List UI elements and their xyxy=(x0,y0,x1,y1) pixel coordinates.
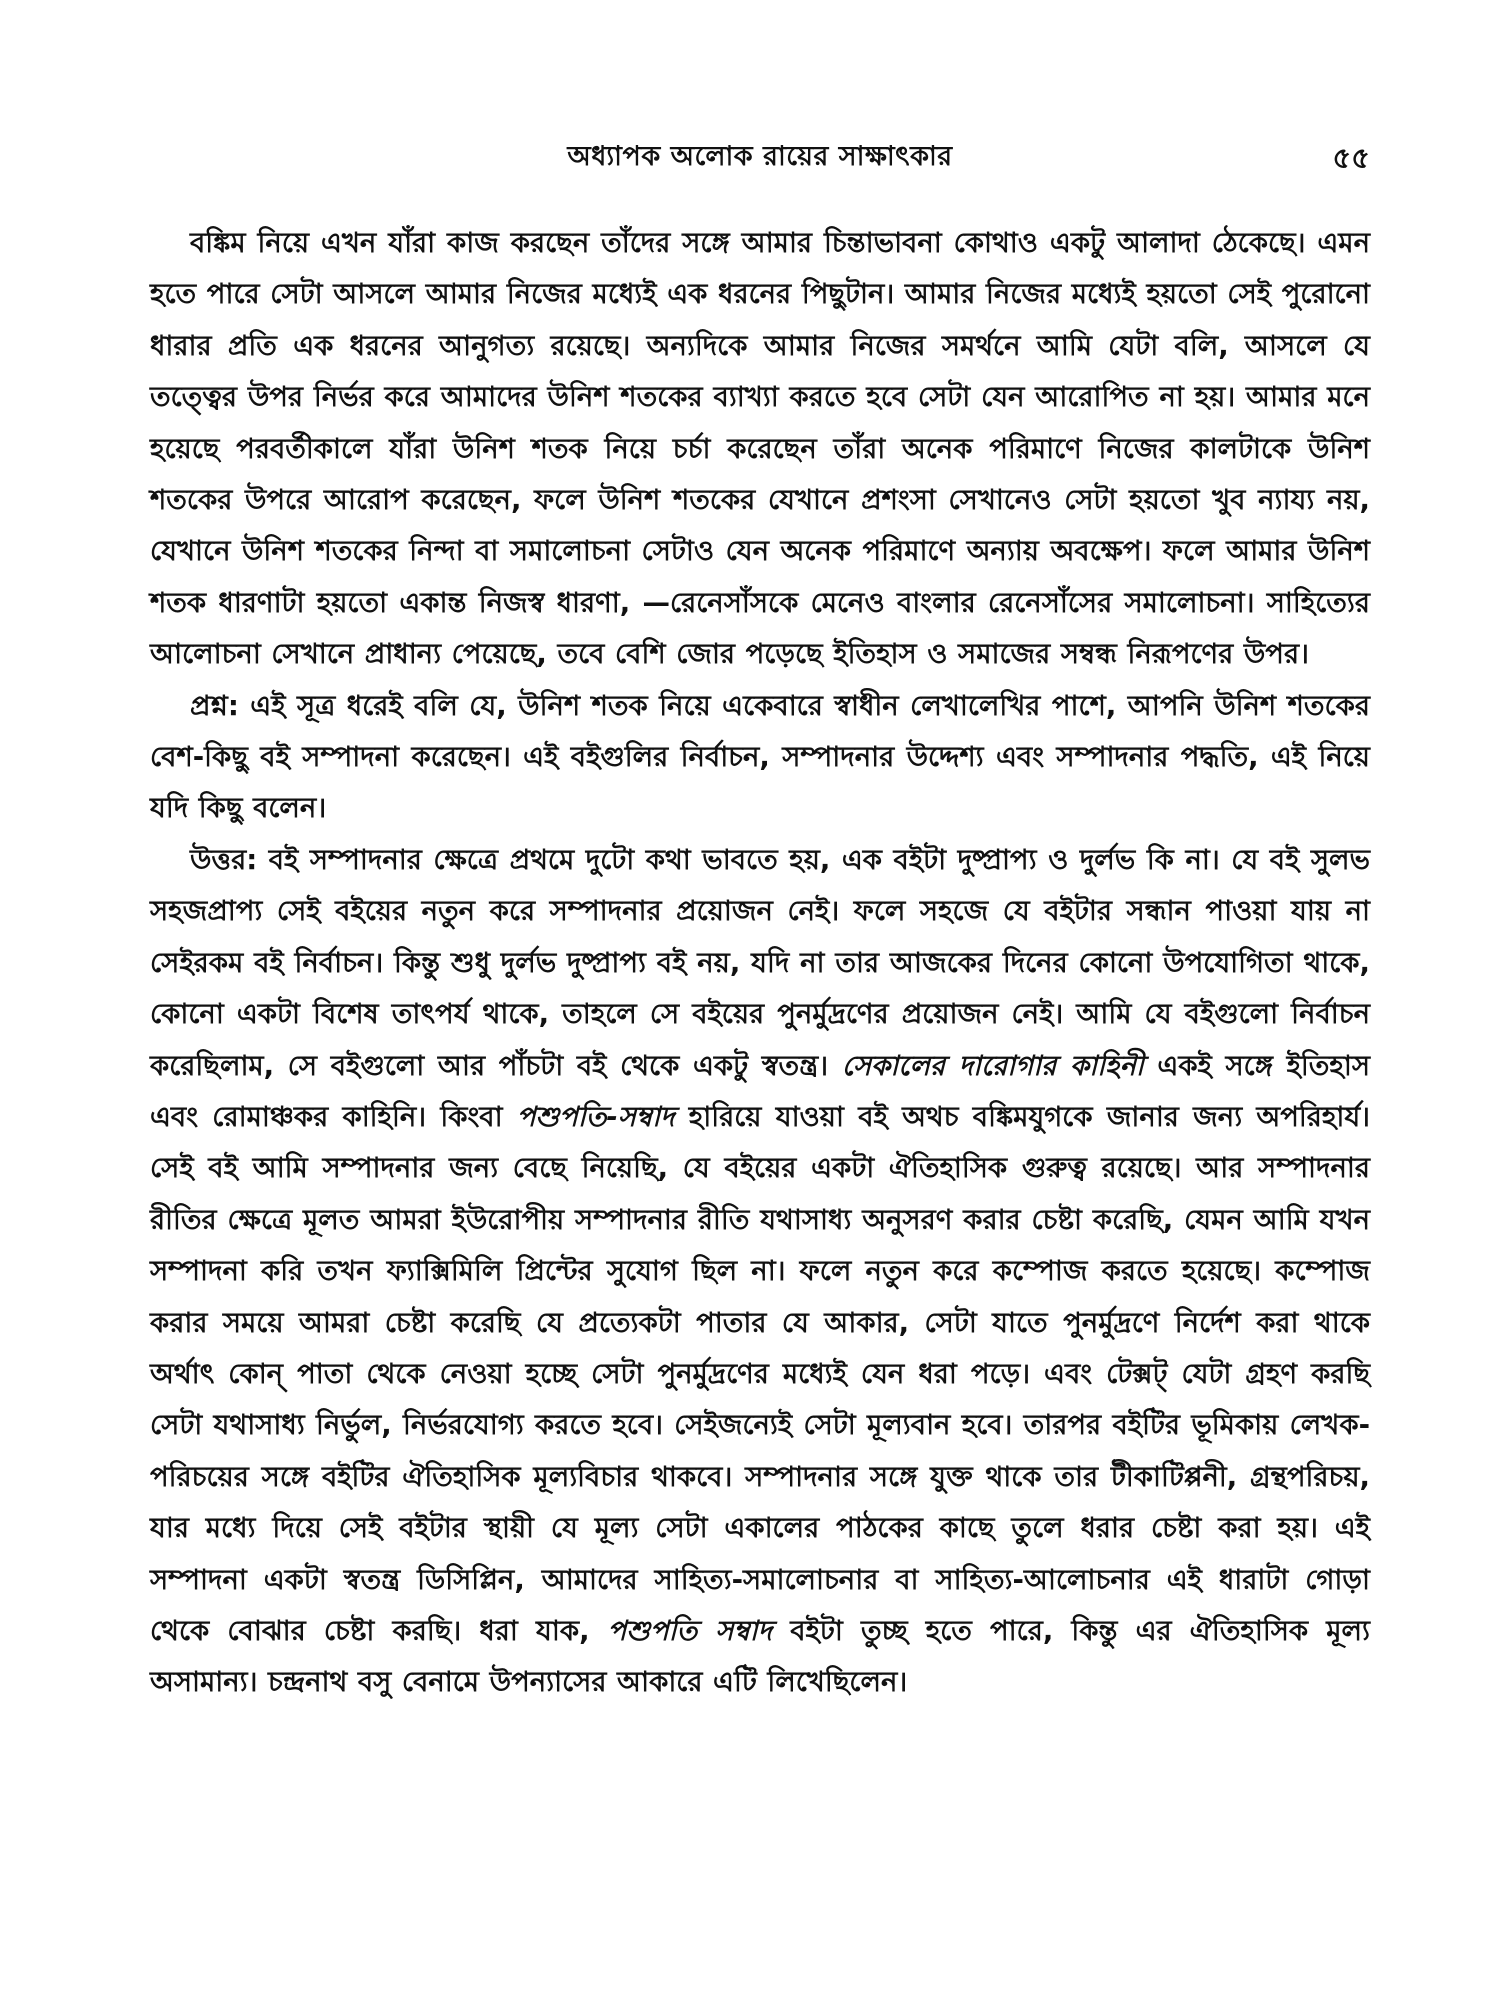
paragraph-text: বঙ্কিম নিয়ে এখন যাঁরা কাজ করছেন তাঁদের সঙ্গে আমার চিন্তাভাবনা কোথাও একটু আলাদা ঠেকেছে। এমন হতে পারে সেটা আসলে আমার নিজের মধ্যেই এক ধরনের পিছুটান। আমার নিজের মধ্যেই হয়তো সেই পুরোনো ধারার প্রতি এক ধরনের আনুগত্য রয়েছে। অন্যদিকে আমার নিজের সমর্থনে আমি যেটা বলি, আসলে যে তত্ত্বের উপর নির্ভর করে আমাদের উনিশ শতকের ব্যাখ্যা করতে হবে সেটা যেন আরোপিত না হয়। আমার মনে হয়েছে পরবর্তীকালে যাঁরা উনিশ শতক নিয়ে চর্চা করেছেন তাঁরা অনেক পরিমাণে নিজের কালটাকে উনিশ শতকের উপরে আরোপ করেছেন, ফলে উনিশ শতকের যেখানে প্রশংসা সেখানেও সেটা হয়তো খুব ন্যায্য নয়, যেখানে উনিশ শতকের নিন্দা বা সমালোচনা সেটাও যেন অনেক পরিমাণে অন্যায় অবক্ষেপ। ফলে আমার উনিশ শতক ধারণাটা হয়তো একান্ত নিজস্ব ধারণা, —রেনেসাঁসকে মেনেও বাংলার রেনেসাঁসের সমালোচনা। সাহিত্যের আলোচনা সেখানে প্রাধান্য পেয়েছে, তবে বেশি জোর পড়েছে ইতিহাস ও সমাজের সম্বন্ধ নিরূপণের উপর। xyxy=(150,227,1370,671)
answer-text: একই সঙ্গে ইতিহাস এবং রোমাঞ্চকর কাহিনি। কিংবা xyxy=(150,1049,1370,1133)
running-header-title: অধ্যাপক অলোক রায়ের সাক্ষাৎকার xyxy=(567,141,953,172)
paragraph-1 xyxy=(150,218,1370,681)
answer-text: হারিয়ে যাওয়া বই অথচ বঙ্কিমযুগকে জানার জন্য অপরিহার্য। সেই বই আমি সম্পাদনার জন্য বেছে নিয়েছি, যে বইয়ের একটা ঐতিহাসিক গুরুত্ব রয়েছে। আর সম্পাদনার রীতির ক্ষেত্রে মূলত আমরা ইউরোপীয় সম্পাদনার রীতি যথাসাধ্য অনুসরণ করার চেষ্টা করেছি, যেমন আমি যখন সম্পাদনা করি তখন ফ্যাক্সিমিলি প্রিন্টের সুযোগ ছিল না। ফলে নতুন করে কম্পোজ করতে হয়েছে। কম্পোজ করার সময়ে আমরা চেষ্টা করেছি যে প্রত্যেকটা পাতার যে আকার, সেটা যাতে পুনর্মুদ্রণে নির্দেশ করা থাকে অর্থাৎ কোন্ পাতা থেকে নেওয়া হচ্ছে সেটা পুনর্মুদ্রণের মধ্যেই যেন ধরা পড়ে। এবং টেক্সট্ যেটা গ্রহণ করছি সেটা যথাসাধ্য নির্ভুল, নির্ভরযোগ্য করতে হবে। সেইজন্যেই সেটা মূল্যবান হবে। তারপর বইটির ভূমিকায় লেখক-পরিচয়ের সঙ্গে বইটির ঐতিহাসিক মূল্যবিচার থাকবে। সম্পাদনার সঙ্গে যুক্ত থাকে তার টীকাটিপ্পনী, গ্রন্থপরিচয়, যার মধ্যে দিয়ে সেই বইটার স্থায়ী যে মূল্য সেটা একালের পাঠকের কাছে তুলে ধরার চেষ্টা করা হয়। এই সম্পাদনা একটা স্বতন্ত্র ডিসিপ্লিন, আমাদের সাহিত্য-সমালোচনার বা সাহিত্য-আলোচনার এই ধারাটা গোড়া থেকে বোঝার চেষ্টা করছি। ধরা যাক, xyxy=(150,1100,1370,1647)
answer-text: উত্তর: বই সম্পাদনার ক্ষেত্রে প্রথমে দুটো কথা ভাবতে হয়, এক বইটা দুষ্প্রাপ্য ও দুর্লভ কি না। যে বই সুলভ সহজপ্রাপ্য সেই বইয়ের নতুন করে সম্পাদনার প্রয়োজন নেই। ফলে সহজে যে বইটার সন্ধান পাওয়া যায় না সেইরকম বই নির্বাচন। কিন্তু শুধু দুর্লভ দুষ্প্রাপ্য বই নয়, যদি না তার আজকের দিনের কোনো উপযোগিতা থাকে, কোনো একটা বিশেষ তাৎপর্য থাকে, তাহলে সে বইয়ের পুনর্মুদ্রণের প্রয়োজন নেই। আমি যে বইগুলো নির্বাচন করেছিলাম, সে বইগুলো আর পাঁচটা বই থেকে একটু স্বতন্ত্র। xyxy=(150,843,1370,1082)
answer-text: বইটা তুচ্ছ হতে পারে, কিন্তু এর ঐতিহাসিক মূল্য অসামান্য। চন্দ্রনাথ বসু বেনামে উপন্যাসের আকারে এটি লিখেছিলেন। xyxy=(150,1614,1370,1699)
paragraph-question xyxy=(150,681,1370,835)
book-title-italic: সেকালের দারোগার কাহিনী xyxy=(841,1049,1144,1082)
page-number: ৫৫ xyxy=(1332,141,1370,175)
book-title-italic: পশুপতি-সম্বাদ xyxy=(516,1100,675,1133)
body-text xyxy=(150,218,1370,1709)
running-header xyxy=(150,136,1370,186)
paragraph-answer xyxy=(150,835,1370,1709)
question-text: প্রশ্ন: এই সূত্র ধরেই বলি যে, উনিশ শতক নিয়ে একেবারে স্বাধীন লেখালেখির পাশে, আপনি উনিশ শতকের বেশ-কিছু বই সম্পাদনা করেছেন। এই বইগুলির নির্বাচন, সম্পাদনার উদ্দেশ্য এবং সম্পাদনার পদ্ধতি, এই নিয়ে যদি কিছু বলেন। xyxy=(150,689,1370,825)
book-title-italic: পশুপতি সম্বাদ xyxy=(607,1614,773,1647)
